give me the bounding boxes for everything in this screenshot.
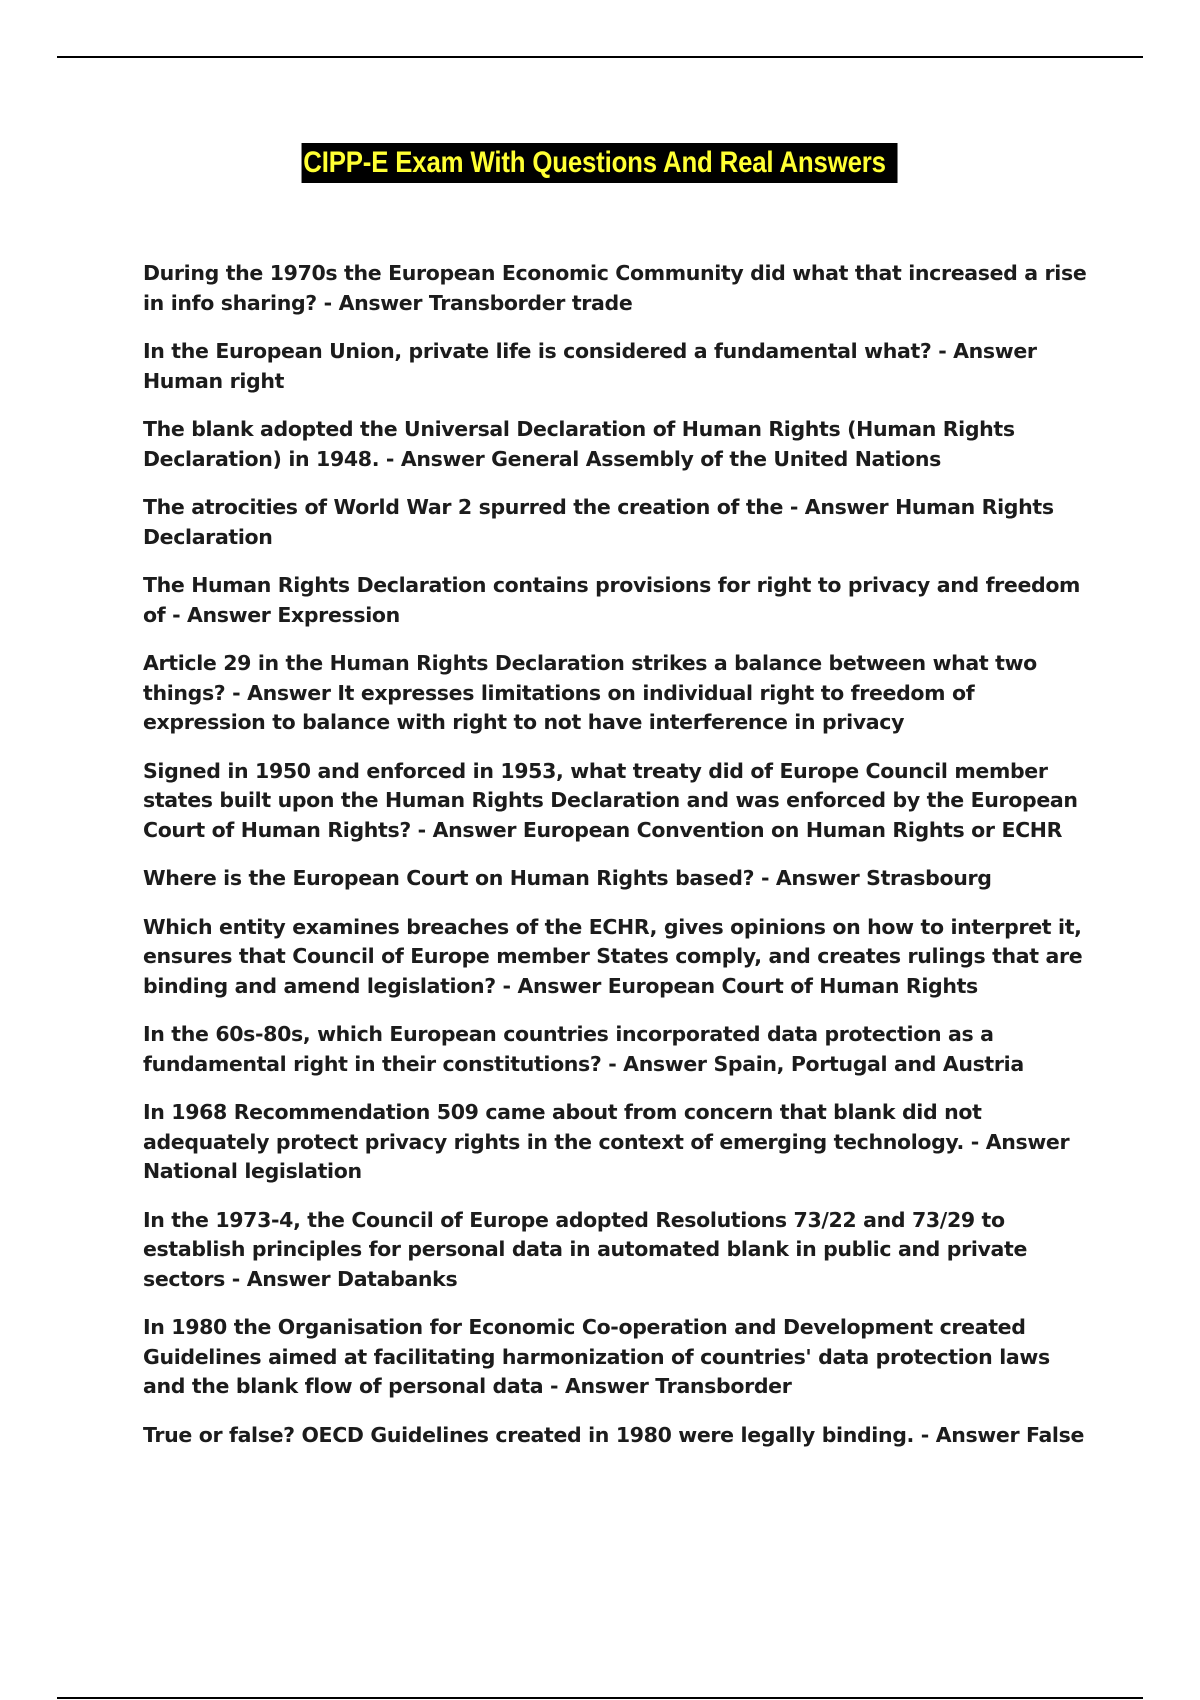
qa-item: The blank adopted the Universal Declaration of Human Rights (Human Rights Declaration) in 1948. - Answer General Assembly of the United Nations (143, 417, 1015, 471)
qa-item: True or false? OECD Guidelines created in 1980 were legally binding. - Answer False (143, 1422, 1085, 1447)
qa-item: Where is the European Court on Human Rights based? - Answer Strasbourg (143, 866, 992, 890)
top-rule (57, 56, 1143, 58)
title-container (0, 143, 1200, 183)
qa-item: In 1980 the Organisation for Economic Co-operation and Development created Guidelines aimed at facilitating harmonization of countries' data protection laws and the blank flow of personal data - Answer Transborder (143, 1315, 1050, 1398)
qa-item: During the 1970s the European Economic Community did what that increased a rise in info sharing? - Answer Transborder trade (143, 261, 1087, 315)
qa-item: The Human Rights Declaration contains provisions for right to privacy and freedom of - Answer Expression (143, 573, 1081, 627)
qa-item: Which entity examines breaches of the ECHR, gives opinions on how to interpret it, ensures that Council of Europe member States comply, and creates rulings that are binding and amend legislation? - Answer European Court of Human Rights (143, 914, 1083, 998)
qa-item: Signed in 1950 and enforced in 1953, what treaty did of Europe Council member states built upon the Human Rights Declaration and was enforced by the European Court of Human Rights? - Answer European Convention on Human Rights or ECHR (143, 758, 1078, 842)
qa-item: The atrocities of World War 2 spurred the creation of the - Answer Human Rights Declaration (143, 495, 1054, 549)
qa-list (143, 259, 1093, 1469)
qa-item: Article 29 in the Human Rights Declaration strikes a balance between what two things? - Answer It expresses limitations on individual right to freedom of expression to balance with right to not have interference in privacy (143, 651, 1037, 734)
qa-item: In 1968 Recommendation 509 came about from concern that blank did not adequately protect privacy rights in the context of emerging technology. - Answer National legislation (143, 1100, 1070, 1183)
document-title: CIPP-E Exam With Questions And Real Answers (302, 143, 898, 183)
qa-item: In the 1973-4, the Council of Europe adopted Resolutions 73/22 and 73/29 to establish principles for personal data in automated blank in public and private sectors - Answer Databanks (143, 1207, 1028, 1291)
qa-item: In the European Union, private life is considered a fundamental what? - Answer Human right (143, 339, 1037, 393)
bottom-rule (57, 1697, 1143, 1699)
qa-item: In the 60s-80s, which European countries incorporated data protection as a fundamental right in their constitutions? - Answer Spain, Portugal and Austria (143, 1022, 1024, 1076)
